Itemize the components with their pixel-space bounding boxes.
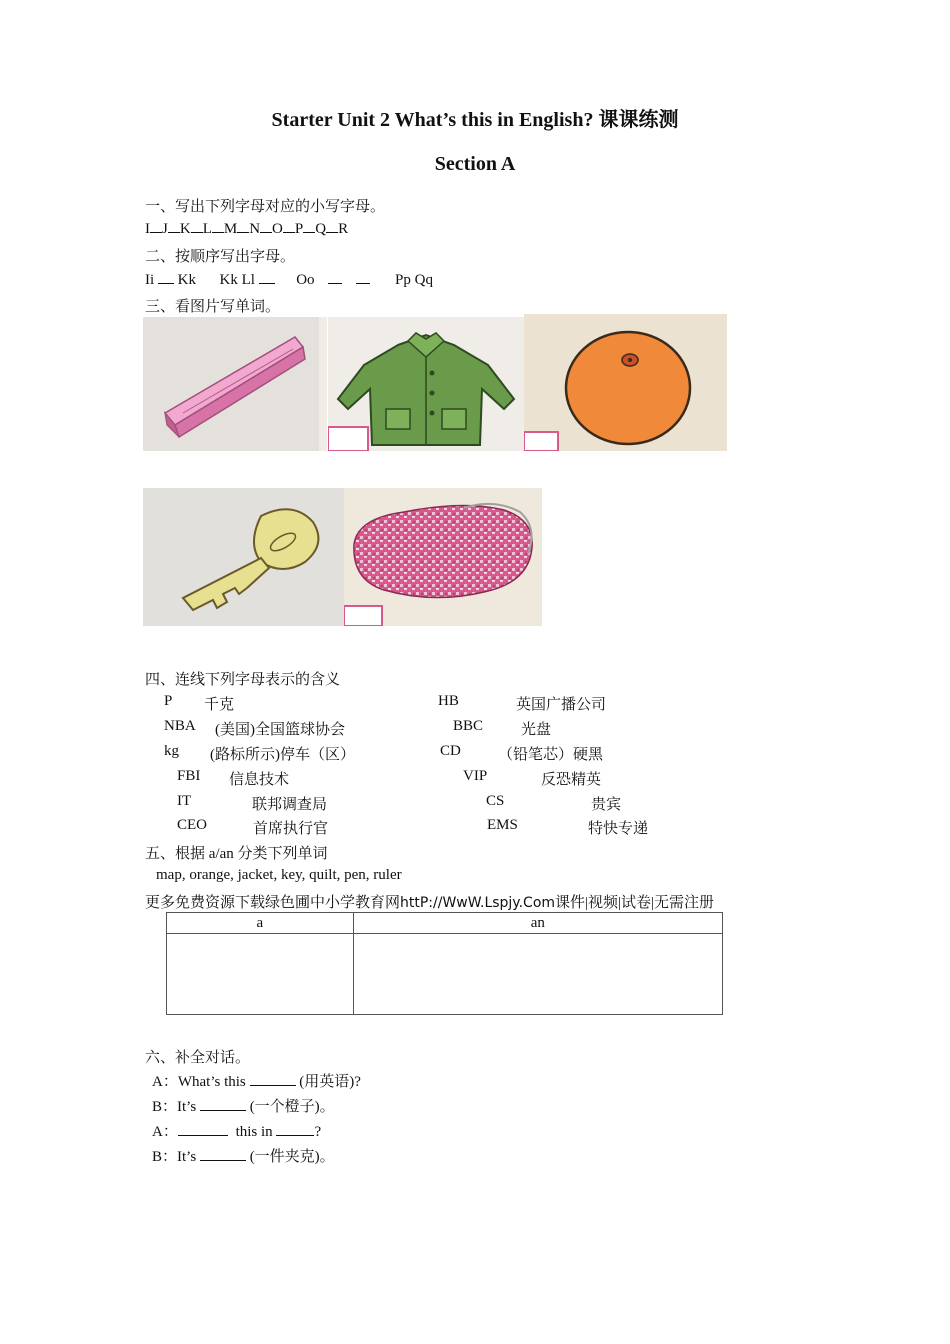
q3-heading: 三、看图片写单词。 xyxy=(145,299,281,315)
ad-line xyxy=(145,891,714,912)
match-right-abbr: CS xyxy=(486,793,505,809)
dialogue-text: It’s xyxy=(177,1149,197,1165)
ad-link[interactable]: httP://WwW.Lspjy.Com xyxy=(400,895,556,911)
orange-picture xyxy=(524,314,727,451)
letter-pair: Kk xyxy=(177,272,197,288)
ad-tail: 课件|视频|试卷|无需注册 xyxy=(555,895,715,911)
letter: Q xyxy=(315,221,327,237)
blank[interactable] xyxy=(260,219,272,233)
dialogue-line-2 xyxy=(152,1095,335,1116)
match-right-meaning: 光盘 xyxy=(521,722,552,738)
blank[interactable] xyxy=(200,1147,246,1161)
letter-pair: Ii xyxy=(145,272,155,288)
answer-cell-an[interactable] xyxy=(353,934,722,1015)
q4-heading: 四、连线下列字母表示的含义 xyxy=(145,672,341,688)
answer-cell-a[interactable] xyxy=(167,934,354,1015)
letter-pair: Pp Qq xyxy=(395,272,433,288)
dialogue-line-4 xyxy=(152,1145,335,1166)
match-right-abbr: BBC xyxy=(453,718,484,734)
blank[interactable] xyxy=(212,219,224,233)
hint: (一个橙子)。 xyxy=(249,1099,335,1115)
match-left-abbr: FBI xyxy=(177,768,201,784)
match-right-meaning: （铅笔芯）硬黑 xyxy=(498,747,604,763)
blank[interactable] xyxy=(259,270,275,284)
blank[interactable] xyxy=(150,219,162,233)
jacket-picture xyxy=(328,317,524,451)
q2-heading: 二、按顺序写出字母。 xyxy=(145,249,296,265)
blank[interactable] xyxy=(237,219,249,233)
match-right-meaning: 英国广播公司 xyxy=(516,697,607,713)
q5-word-list: map, orange, jacket, key, quilt, pen, ruler xyxy=(156,867,402,883)
letter: M xyxy=(223,221,238,237)
blank[interactable] xyxy=(200,1097,246,1111)
match-right-meaning: 反恐精英 xyxy=(541,772,602,788)
q2-sequence xyxy=(145,270,433,289)
blank[interactable] xyxy=(356,270,370,284)
letter: L xyxy=(202,221,212,237)
q1-letters xyxy=(145,219,348,238)
letter: I xyxy=(145,221,150,237)
letter: K xyxy=(179,221,191,237)
q5-heading: 五、根据 a/an 分类下列单词 xyxy=(145,846,328,862)
blank[interactable] xyxy=(283,219,295,233)
letter-pair: Kk Ll xyxy=(219,272,255,288)
blank[interactable] xyxy=(178,1122,228,1136)
match-right-abbr: CD xyxy=(440,743,461,759)
letter: J xyxy=(162,221,168,237)
ruler-picture xyxy=(143,317,327,451)
blank[interactable] xyxy=(328,270,342,284)
match-left-abbr: IT xyxy=(177,793,192,809)
blank[interactable] xyxy=(168,219,180,233)
page-title: Starter Unit 2 What’s this in English? 课课练测 xyxy=(271,109,679,131)
dialogue-text: It’s xyxy=(177,1099,197,1115)
speaker: B： xyxy=(152,1149,178,1165)
blank[interactable] xyxy=(326,219,338,233)
dialogue-end: ? xyxy=(314,1124,322,1140)
match-left-meaning: 首席执行官 xyxy=(253,821,329,837)
blank[interactable] xyxy=(158,270,174,284)
match-right-abbr: HB xyxy=(438,693,459,709)
match-left-abbr: kg xyxy=(164,743,179,759)
match-right-abbr: VIP xyxy=(463,768,488,784)
match-left-meaning: (路标所示)停车（区） xyxy=(210,747,355,763)
match-left-abbr: CEO xyxy=(177,817,207,833)
hint: (用英语)? xyxy=(299,1074,361,1090)
ad-text: 更多免费资源下载绿色圃中小学教育网 xyxy=(145,895,401,911)
dialogue-line-1 xyxy=(152,1070,361,1091)
blank[interactable] xyxy=(250,1072,296,1086)
q6-heading: 六、补全对话。 xyxy=(145,1050,251,1066)
q1-heading: 一、写出下列字母对应的小写字母。 xyxy=(145,199,386,215)
blank[interactable] xyxy=(303,219,315,233)
letter: R xyxy=(338,221,349,237)
speaker: B： xyxy=(152,1099,178,1115)
match-left-meaning: 千克 xyxy=(204,697,235,713)
match-right-abbr: EMS xyxy=(487,817,518,833)
section-title: Section A xyxy=(434,153,516,175)
match-right-meaning: 贵宾 xyxy=(591,797,622,813)
match-right-meaning: 特快专递 xyxy=(588,821,649,837)
hint: (一件夹克)。 xyxy=(249,1149,335,1165)
letter: N xyxy=(249,221,261,237)
blank[interactable] xyxy=(191,219,203,233)
letter-pair: Oo xyxy=(296,272,315,288)
match-left-meaning: 联邦调查局 xyxy=(252,797,328,813)
column-header-an: an xyxy=(353,913,722,934)
speaker: A： xyxy=(152,1124,178,1140)
dialogue-line-3 xyxy=(152,1120,321,1141)
letter: P xyxy=(294,221,304,237)
dialogue-text: this in xyxy=(235,1124,273,1140)
classification-table xyxy=(166,912,723,1015)
match-left-abbr: P xyxy=(164,693,173,709)
blank[interactable] xyxy=(276,1122,314,1136)
key-picture xyxy=(143,488,344,626)
match-left-abbr: NBA xyxy=(164,718,196,734)
column-header-a: a xyxy=(167,913,354,934)
letter: O xyxy=(272,221,283,237)
dialogue-text: What’s this xyxy=(177,1074,246,1090)
match-left-meaning: 信息技术 xyxy=(229,772,290,788)
match-left-meaning: (美国)全国篮球协会 xyxy=(215,722,345,738)
quilt-picture xyxy=(344,488,542,626)
speaker: A： xyxy=(152,1074,178,1090)
